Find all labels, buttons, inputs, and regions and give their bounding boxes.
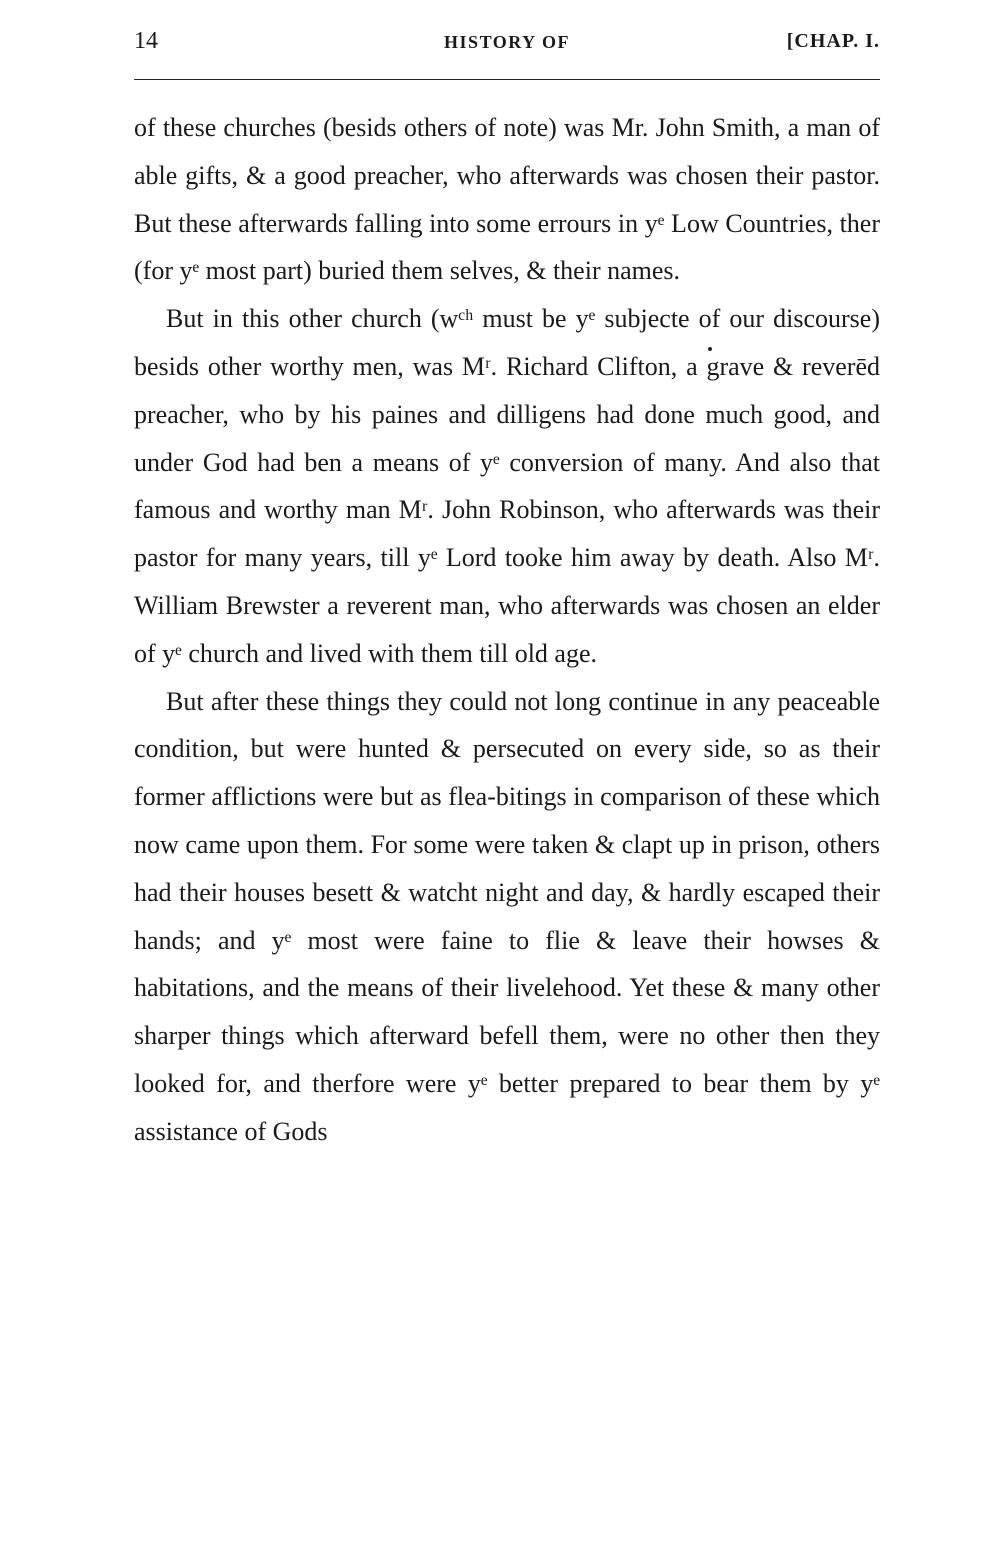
chapter-reference: [CHAP. I. xyxy=(786,30,880,52)
header-rule xyxy=(134,79,880,80)
page-body xyxy=(134,104,880,1156)
paragraph-2: But in this other church (wᶜʰ must be yᵉ subjecte of our discourse) besids other worthy men, was Mʳ. Richard Clifton, a grave & reverēd preacher, who by his paines and dilligens had done much good, and under God had ben a means of yᵉ conversion of many. And also that famous and worthy man Mʳ. John Robinson, who afterwards was their pastor for many years, till yᵉ Lord tooke him away by death. Also Mʳ. William Brewster a reverent man, who afterwards was chosen an elder of yᵉ church and lived with them till old age. xyxy=(134,304,880,668)
page-number: 14 xyxy=(134,28,158,54)
running-title: HISTORY OF xyxy=(444,32,570,52)
paragraph-3: But after these things they could not long continue in any peaceable condition, but were hunted & persecuted on every side, so as their former afflictions were but as flea-bitings in comparison of these which now came upon them. For some were taken & clapt up in prison, others had their houses besett & watcht night and day, & hardly escaped their hands; and yᵉ most were faine to flie & leave their howses & habitations, and the means of their livelehood. Yet these & many other sharper things which afterward befell them, were no other then they looked for, and therfore were yᵉ better prepared to bear them by yᵉ assistance of Gods xyxy=(134,686,880,1146)
running-header xyxy=(134,28,880,62)
paragraph-1: of these churches (besids others of note) was Mr. John Smith, a man of able gifts, & a good preacher, who afterwards was chosen their pastor. But these afterwards falling into some errours in yᵉ Low Countries, ther (for yᵉ most part) buried them selves, & their names. xyxy=(134,113,880,286)
ink-speck xyxy=(708,347,712,351)
